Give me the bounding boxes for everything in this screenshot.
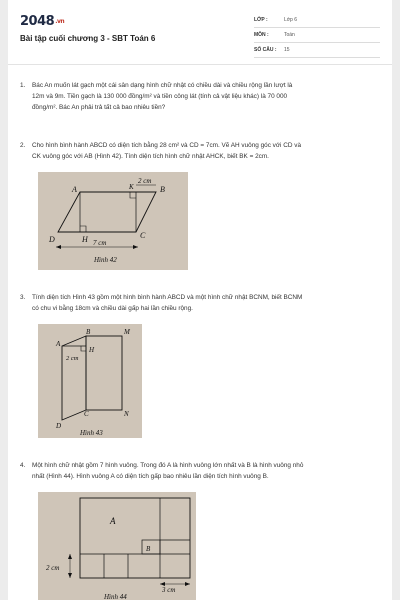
meta-row-class: [254, 14, 380, 28]
logo-text: 2048: [20, 14, 55, 29]
question-line: Tính diện tích Hình 43 gồm một hình bình hành ABCD và một hình chữ nhật BCNM, biết BCNM: [32, 294, 303, 301]
figure-caption: Hình 43: [80, 429, 103, 437]
figure-42: [38, 172, 188, 270]
label-a: A: [72, 185, 77, 194]
label-a: A: [56, 340, 61, 348]
question-text: [32, 80, 380, 113]
label-n: N: [124, 410, 129, 418]
label-b: B: [146, 545, 151, 553]
document-title: Bài tập cuối chương 3 - SBT Toán 6: [20, 34, 156, 43]
page: [8, 0, 392, 600]
meta-value: Lớp 6: [284, 17, 298, 23]
meta-row-count: [254, 44, 380, 58]
question-number: 4.: [20, 462, 26, 469]
label-h: H: [89, 346, 95, 354]
label-c: C: [84, 410, 89, 418]
figure-44: [38, 492, 196, 600]
figure-43-diagram: [38, 324, 142, 438]
figure-44-diagram: [38, 492, 196, 600]
meta-value: 15: [284, 47, 290, 53]
label-2cm: 2 cm: [46, 564, 60, 572]
meta-key: LỚP :: [254, 17, 268, 23]
label-3cm: 3 cm: [162, 586, 176, 594]
question-text: [32, 140, 380, 162]
question-line: 12m và 9m. Tiền gạch là 130 000 đồng/m² và tiền công lát (tính cả vật liệu khác) là 70 000: [32, 93, 288, 100]
question-text: [32, 460, 380, 482]
question-number: 2.: [20, 142, 26, 149]
question-line: nhất (Hình 44). Hình vuông A có diện tích gấp bao nhiêu lần diện tích hình vuông B.: [32, 473, 269, 480]
label-k: K: [129, 183, 134, 191]
question-line: có chu vi bằng 18cm và chiều dài gấp hai lần chiều rộng.: [32, 305, 193, 312]
label-7cm: 7 cm: [93, 239, 107, 247]
label-h: H: [82, 235, 88, 244]
figure-caption: Hình 42: [94, 256, 117, 264]
label-2cm: 2 cm: [66, 355, 79, 362]
figure-caption: Hình 44: [104, 593, 127, 600]
label-b: B: [86, 328, 91, 336]
label-b: B: [160, 185, 165, 194]
question-number: 3.: [20, 294, 26, 301]
label-a: A: [110, 516, 116, 526]
label-m: M: [124, 328, 130, 336]
question-line: Cho hình bình hành ABCD có diện tích bằng 28 cm² và CD = 7cm. Vẽ AH vuông góc với CD và: [32, 142, 302, 149]
question-line: CK vuông góc với AB (Hình 42). Tính diện tích hình chữ nhật AHCK, biết BK = 2cm.: [32, 153, 269, 160]
label-d: D: [56, 422, 62, 430]
question-text: [32, 292, 380, 314]
meta-value: Toán: [284, 32, 295, 38]
question-line: Một hình chữ nhật gồm 7 hình vuông. Trong đó A là hình vuông lớn nhất và B là hình vuông nhỏ: [32, 462, 304, 469]
meta-key: MÔN :: [254, 32, 269, 38]
meta-key: SỐ CÂU :: [254, 47, 277, 53]
question-line: đồng/m². Bác An phải trả tất cả bao nhiêu tiền?: [32, 104, 166, 111]
label-d: D: [49, 235, 55, 244]
question-number: 1.: [20, 82, 26, 89]
figure-43: [38, 324, 142, 438]
logo-tld: .vn: [55, 18, 65, 25]
meta-row-subject: [254, 29, 380, 43]
question-line: Bác An muốn lát gạch một cái sân dạng hình chữ nhật có chiều dài và chiều rộng lần lượt là: [32, 82, 293, 89]
label-2cm: 2 cm: [138, 177, 152, 185]
site-logo[interactable]: [20, 14, 64, 29]
header: [8, 0, 392, 65]
label-c: C: [140, 231, 146, 240]
figure-42-diagram: [38, 172, 188, 270]
